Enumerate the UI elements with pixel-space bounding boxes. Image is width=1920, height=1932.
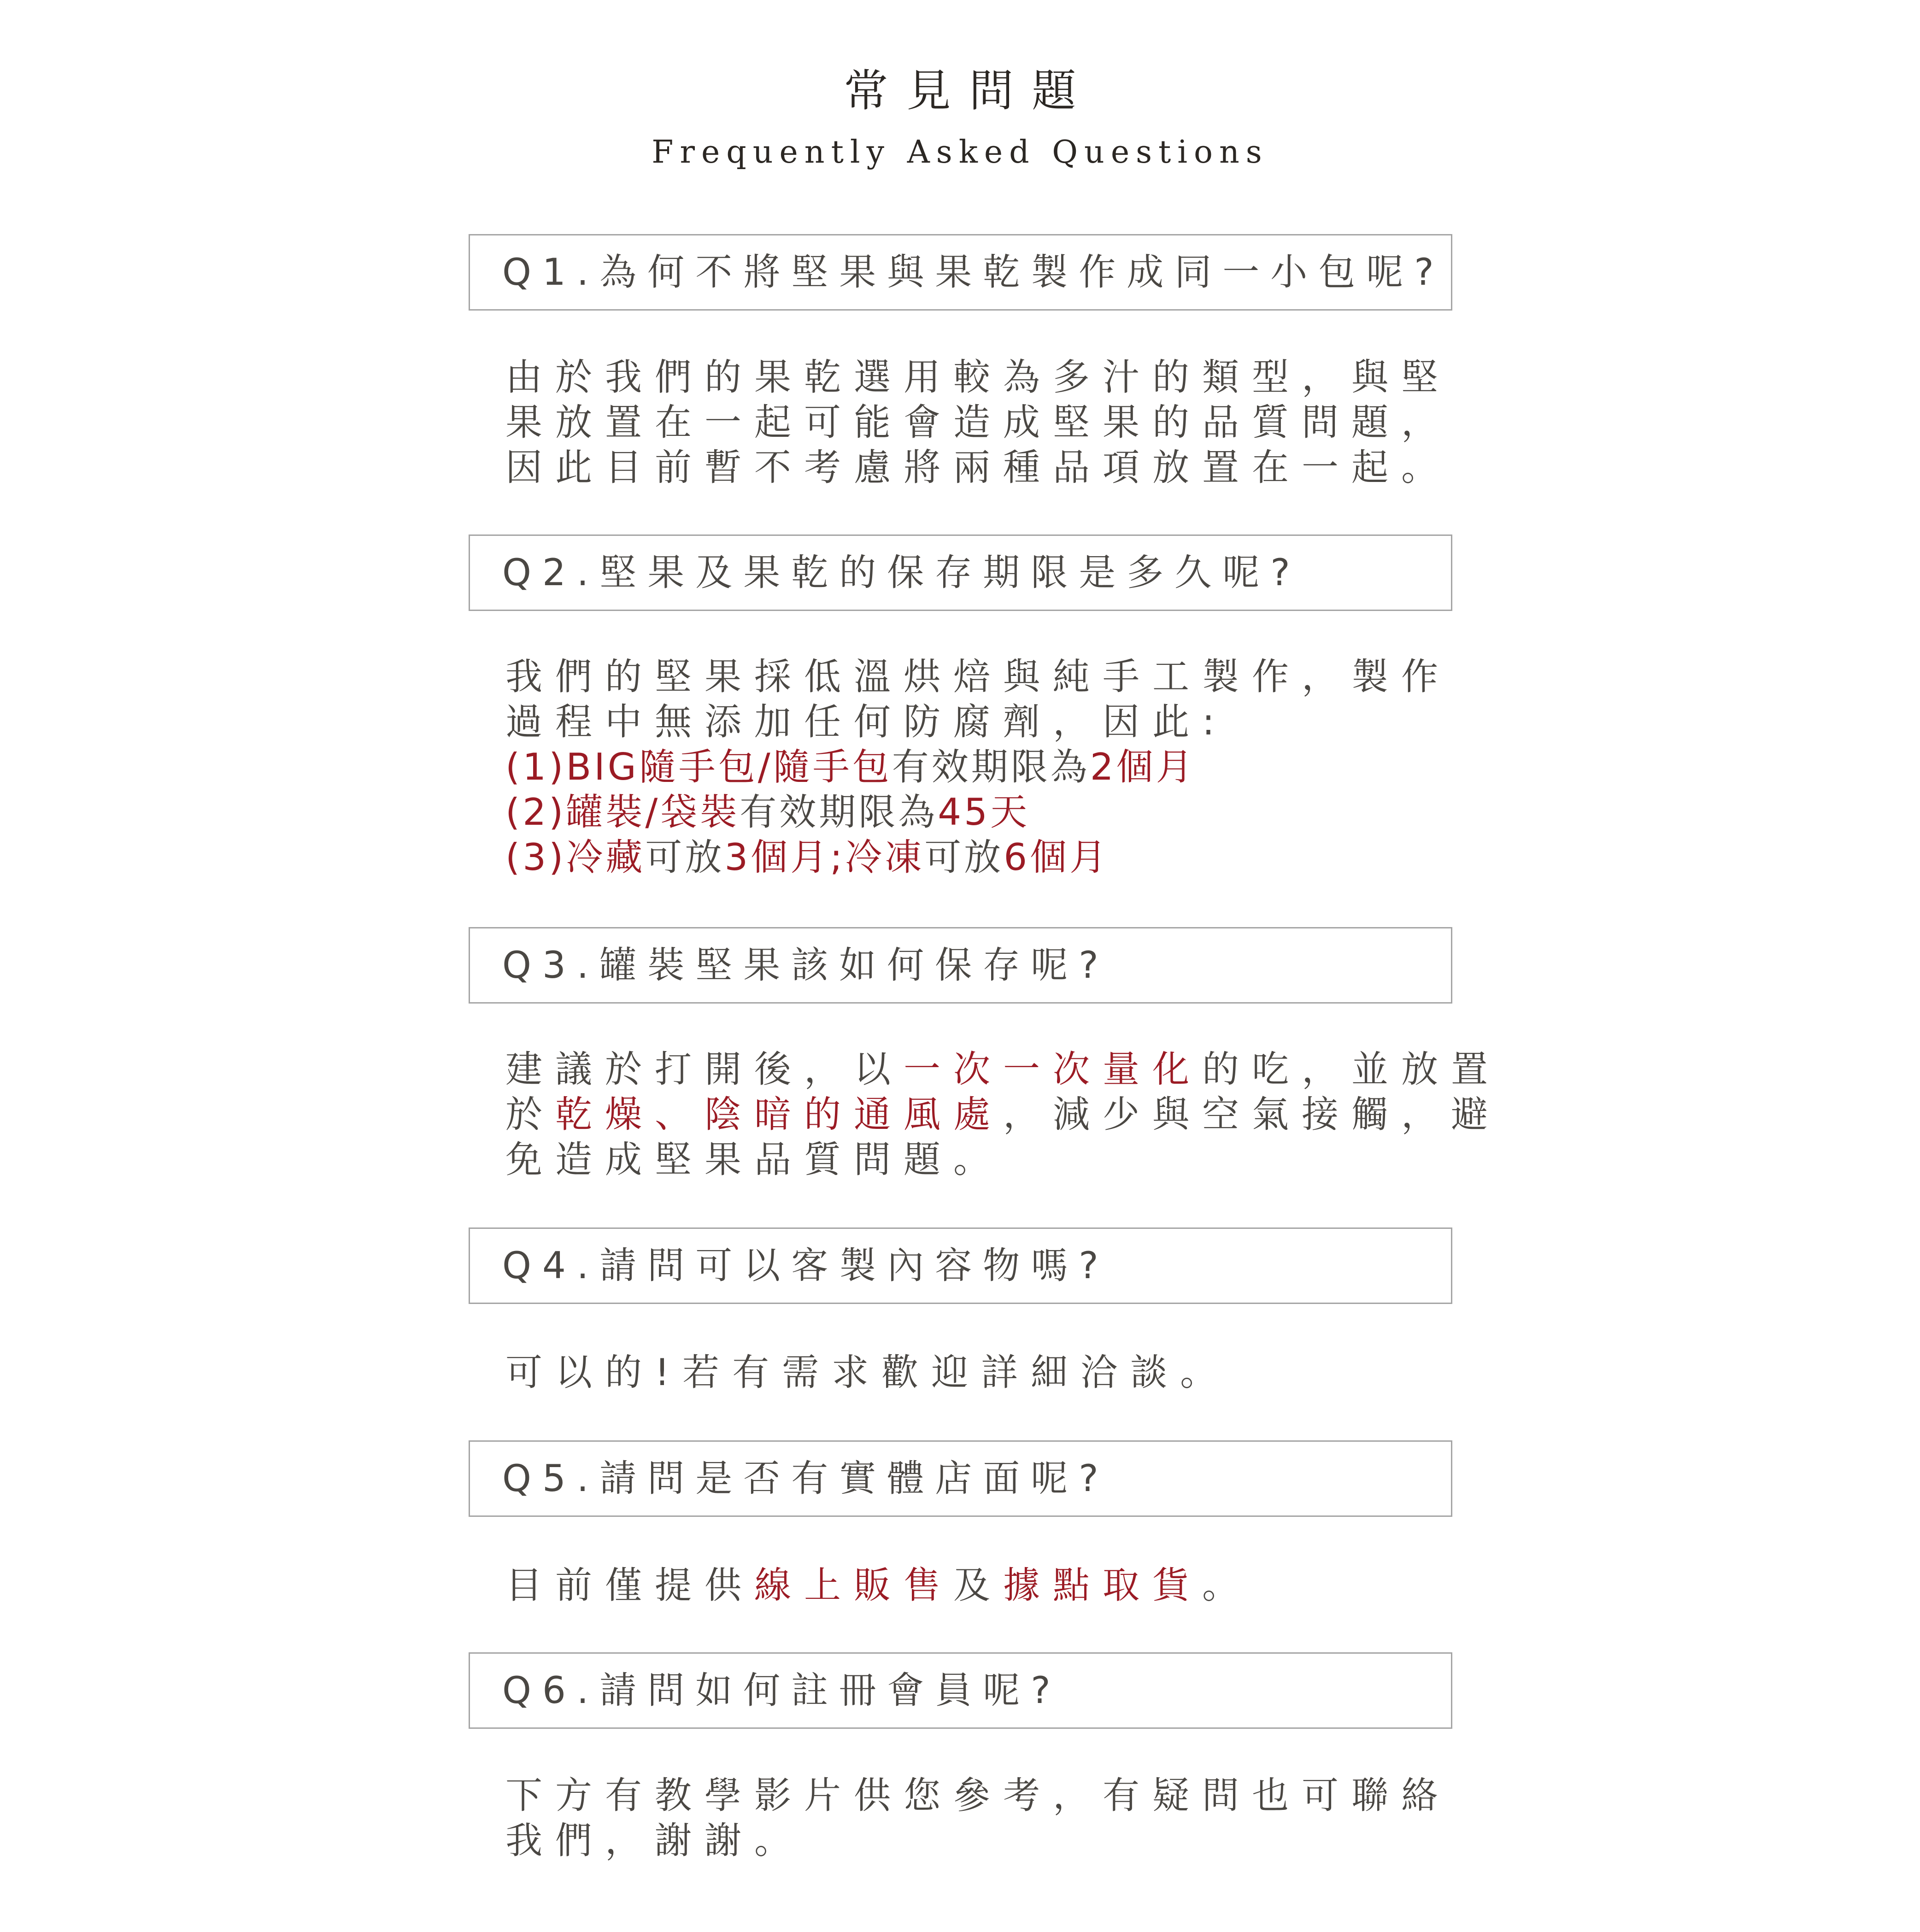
faq-question-2: Q2.堅果及果乾的保存期限是多久呢? bbox=[469, 534, 1452, 611]
answer-line: 免造成堅果品質問題。 bbox=[505, 1138, 1003, 1181]
faq-answer-6 bbox=[505, 1773, 1455, 1863]
page-subtitle: Frequently Asked Questions bbox=[652, 134, 1268, 170]
answer-line: 果放置在一起可能會造成堅果的品質問題， bbox=[505, 401, 1451, 444]
faq-answer-4 bbox=[505, 1350, 1455, 1395]
answer-line: 由於我們的果乾選用較為多汁的類型，與堅 bbox=[505, 356, 1451, 399]
shelf-life-item-2: (2)罐裝/袋裝有效期限為45天 bbox=[505, 791, 1030, 834]
answer-line: 目前僅提供線上販售及據點取貨。 bbox=[505, 1564, 1252, 1607]
faq-question-4: Q4.請問可以客製內容物嗎? bbox=[469, 1227, 1452, 1304]
answer-line: 於乾燥、陰暗的通風處，減少與空氣接觸，避 bbox=[505, 1093, 1501, 1136]
faq-question-5: Q5.請問是否有實體店面呢? bbox=[469, 1440, 1452, 1517]
faq-question-6: Q6.請問如何註冊會員呢? bbox=[469, 1652, 1452, 1729]
answer-line: 因此目前暫不考慮將兩種品項放置在一起。 bbox=[505, 446, 1451, 489]
faq-answer-1 bbox=[505, 355, 1455, 490]
faq-question-1: Q1.為何不將堅果與果乾製作成同一小包呢? bbox=[469, 234, 1452, 311]
page-title: 常見問題 bbox=[844, 65, 1095, 117]
faq-answer-2 bbox=[505, 654, 1455, 880]
answer-line: 下方有教學影片供您參考，有疑問也可聯絡 bbox=[505, 1774, 1451, 1817]
shelf-life-item-1: (1)BIG隨手包/隨手包有效期限為2個月 bbox=[505, 746, 1196, 788]
faq-question-3: Q3.罐裝堅果該如何保存呢? bbox=[469, 927, 1452, 1004]
answer-line: 我們的堅果採低溫烘焙與純手工製作，製作 bbox=[505, 655, 1451, 698]
faq-answer-5 bbox=[505, 1563, 1455, 1608]
answer-line: 過程中無添加任何防腐劑，因此: bbox=[505, 700, 1227, 743]
faq-answer-3 bbox=[505, 1047, 1501, 1182]
answer-line: 我們，謝謝。 bbox=[505, 1819, 804, 1862]
shelf-life-item-3: (3)冷藏可放3個月;冷凍可放6個月 bbox=[505, 836, 1110, 879]
answer-line: 建議於打開後，以一次一次量化的吃，並放置 bbox=[505, 1048, 1501, 1091]
answer-line: 可以的!若有需求歡迎詳細洽談。 bbox=[505, 1351, 1230, 1394]
